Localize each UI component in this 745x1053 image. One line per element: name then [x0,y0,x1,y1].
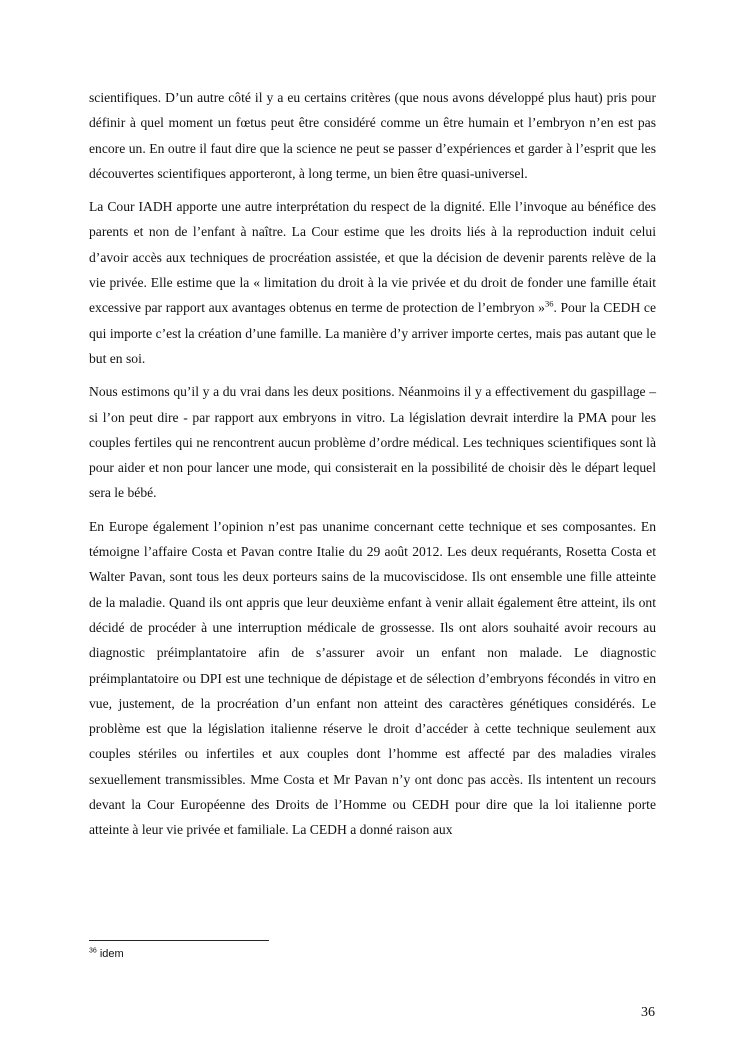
footnote-text: idem [99,948,124,960]
footnote-separator [89,940,269,941]
footnote [89,948,124,960]
paragraph-4: En Europe également l’opinion n’est pas unanime concernant cette technique et ses composantes. En témoigne l’affaire Costa et Pavan contre Italie du 29 août 2012. Les deux requérants, Rosetta Costa et Walter Pavan, sont tous les deux porteurs sains de la mucoviscidose. Ils ont ensemble une fille atteinte de la maladie. Quand ils ont appris que leur deuxième enfant à venir allait également être atteint, ils ont décidé de procéder à une interruption médicale de grossesse. Ils ont alors souhaité avoir recours au diagnostic préimplantatoire afin de s’assurer avoir un enfant non malade. Le diagnostic préimplantatoire ou DPI est une technique de dépistage et de sélection d’embryons fécondés in vitro en vue, justement, de la procréation d’un enfant non atteint des caractères génétiques considérés. Le problème est que la législation italienne réserve le droit d’accéder à cette technique seulement aux couples stériles ou infertiles et aux couples dont l’homme est affecté par des maladies virales sexuellement transmissibles. Mme Costa et Mr Pavan n’y ont donc pas accès. Ils intentent un recours devant la Cour Européenne des Droits de l’Homme ou CEDH pour dire que la loi italienne porte atteinte à leur vie privée et familiale. La CEDH a donné raison aux [89,518,656,838]
paragraph-2-continuation: . Pour la CEDH ce qui importe c’est la création d’une famille. La manière d’y arriver importe certes, mais pas autant que le but en soi. [89,300,656,366]
paragraph-2-text: La Cour IADH apporte une autre interprétation du respect de la dignité. Elle l’invoque au bénéfice des parents et non de l’enfant à naître. La Cour estime que les droits liés à la reproduction induit celui d’avoir accès aux techniques de procréation assistée, et que la décision de devenir parents relève de la vie privée. Elle estime que la « limitation du droit à la vie privée et du droit de fonder une famille était excessive par rapport aux avantages obtenus en terme de protection de l’embryon » [89,199,656,316]
paragraph-3: Nous estimons qu’il y a du vrai dans les deux positions. Néanmoins il y a effectivement du gaspillage – si l’on peut dire - par rapport aux embryons in vitro. La législation devrait interdire la PMA pour les couples fertiles qui ne rencontrent aucun problème d’ordre médical. Les techniques scientifiques sont là pour aider et non pour lancer une mode, qui consisterait en la possibilité de choisir dès le départ lequel sera le bébé. [89,384,656,501]
body-text [89,85,656,851]
paragraph-2 [89,194,656,371]
page-number: 36 [641,1005,655,1020]
footnote-number: 36 [89,947,97,955]
paragraph-1: scientifiques. D’un autre côté il y a eu certains critères (que nous avons développé plus haut) pris pour définir à quel moment un fœtus peut être considéré comme un être humain et l’embryon n’en est pas encore un. En outre il faut dire que la science ne peut se passer d’expériences et garder à l’esprit que les découvertes scientifiques apporteront, à long terme, un bien être quasi-universel. [89,90,656,181]
footnote-reference[interactable]: 36 [544,298,554,309]
